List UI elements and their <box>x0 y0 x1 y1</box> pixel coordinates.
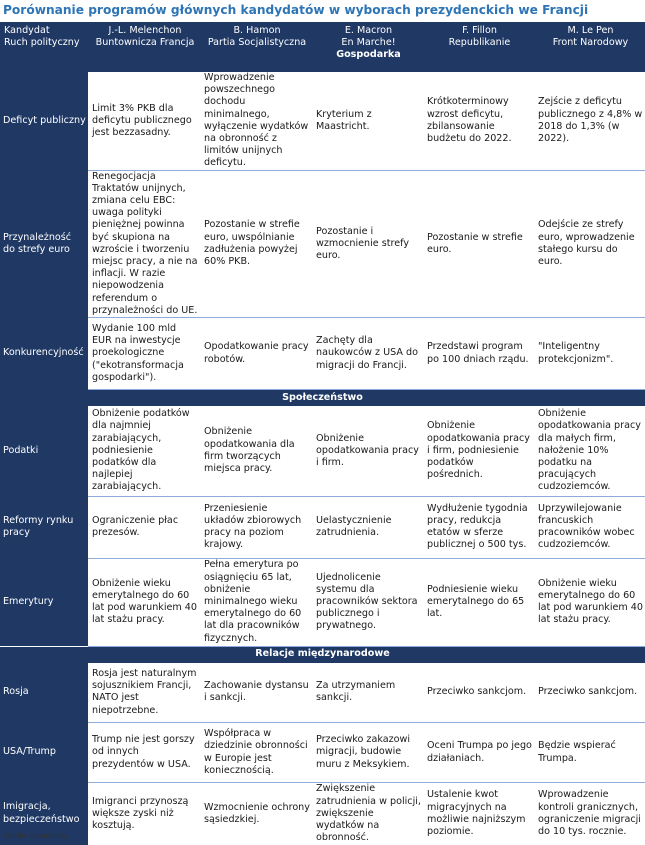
header-candidate-macron <box>312 22 423 72</box>
candidate-party: Buntownicza Francja <box>95 37 195 49</box>
section-header-international <box>0 646 645 663</box>
table-cell: Zachowanie dystansu i sankcji. <box>200 663 312 723</box>
table-cell: Zejście z deficytu publicznego z 4,8% w 2018 do 1,3% (w 2022). <box>534 72 645 170</box>
row-label-pensions: Emerytury <box>0 558 88 646</box>
candidate-name: F. Fillon <box>462 25 497 36</box>
table-cell: Pozostanie w strefie euro. <box>423 170 534 317</box>
table-header <box>0 22 645 72</box>
table-cell: Obniżenie opodatkowania pracy i firm. <box>312 406 423 496</box>
table-cell: Wydłużenie tygodnia pracy, redukcja etatów w sferze publicznej o 500 tys. <box>423 496 534 558</box>
table-cell: Zachęty dla naukowców z USA do migracji do Francji. <box>312 318 423 390</box>
section-title: Społeczeństwo <box>0 390 645 407</box>
table-row <box>0 558 645 646</box>
table-cell: Będzie wspierać Trumpa. <box>534 723 645 783</box>
row-label-immigration: Imigracja, bezpieczeństwo <box>0 783 88 845</box>
table-row <box>0 723 645 783</box>
table-cell: Obniżenie opodatkowania pracy dla małych firm, nałożenie 10% podatku na pracujących cudzoziemców. <box>534 406 645 496</box>
table-cell: Przeniesienie układów zbiorowych pracy na poziom krajowy. <box>200 496 312 558</box>
table-cell: Opodatkowanie pracy robotów. <box>200 318 312 390</box>
row-label-russia: Rosja <box>0 663 88 723</box>
table-cell: Ujednolicenie systemu dla pracowników sektora publicznego i prywatnego. <box>312 558 423 646</box>
header-row-label <box>0 22 88 72</box>
table-cell: Zwiększenie zatrudnienia w policji, zwiększenie wydatków na obronność. <box>312 783 423 845</box>
candidate-party: Front Narodowy <box>552 37 629 49</box>
section-title: Relacje międzynarodowe <box>0 646 645 663</box>
table-cell: Wydanie 100 mld EUR na inwestycje proekologiczne ("ekotransformacja gospodarki"). <box>88 318 200 390</box>
row-label-competitiveness: Konkurencyjność <box>0 318 88 390</box>
page-title: Porównanie programów głównych kandydatów w wyborach prezydenckich we Francji <box>3 3 589 17</box>
table-row <box>0 406 645 496</box>
table-cell: Przeciwko zakazowi migracji, budowie muru z Meksykiem. <box>312 723 423 783</box>
table-cell: Obniżenie podatków dla najmniej zarabiających, podniesienie podatków dla najlepiej zarabiających. <box>88 406 200 496</box>
header-candidate-hamon <box>200 22 312 72</box>
header-label-candidate: Kandydat <box>4 25 50 36</box>
table-cell: Ograniczenie płac prezesów. <box>88 496 200 558</box>
table-row <box>0 170 645 317</box>
row-label-labour-reforms: Reformy rynku pracy <box>0 496 88 558</box>
header-label-movement: Ruch polityczny <box>4 37 80 49</box>
header-candidate-le-pen <box>534 22 645 72</box>
table-cell: Wprowadzenie powszechnego dochodu minimalnego, wyłączenie wydatków na obronność z limitów unijnych deficytu. <box>200 72 312 170</box>
table-cell: Za utrzymaniem sankcji. <box>312 663 423 723</box>
table-cell: Uprzywilejowanie francuskich pracowników wobec cudzoziemców. <box>534 496 645 558</box>
table-cell: Współpraca w dziedzinie obronności w Europie jest koniecznością. <box>200 723 312 783</box>
table-cell: Uelastycznienie zatrudnienia. <box>312 496 423 558</box>
table-cell: "Inteligentny protekcjonizm". <box>534 318 645 390</box>
header-candidate-fillon <box>423 22 534 72</box>
table-row <box>0 72 645 170</box>
table-cell: Przeciwko sankcjom. <box>423 663 534 723</box>
header-candidate-melenchon <box>88 22 200 72</box>
row-label-usa-trump: USA/Trump <box>0 723 88 783</box>
table-cell: Obniżenie wieku emerytalnego do 60 lat pod warunkiem 40 lat stażu pracy. <box>534 558 645 646</box>
comparison-table <box>0 22 645 845</box>
table-cell: Obniżenie opodatkowania pracy i firm, podniesienie podatków pośrednich. <box>423 406 534 496</box>
table-row <box>0 783 645 845</box>
table-cell: Limit 3% PKB dla deficytu publicznego jest bezzasadny. <box>88 72 200 170</box>
table-cell: Krótkoterminowy wzrost deficytu, zbilansowanie budżetu do 2022. <box>423 72 534 170</box>
table-cell: Pozostanie i wzmocnienie strefy euro. <box>312 170 423 317</box>
table-cell: Renegocjacja Traktatów unijnych, zmiana celu EBC: uwaga polityki pieniężnej powinna być skupiona na wzroście i tworzeniu miejsc pracy, a nie na inflacji. W razie niepowodzenia referendum o przynależności do UE. <box>88 170 200 317</box>
table-cell: Ustalenie kwot migracyjnych na możliwie najniższym poziomie. <box>423 783 534 845</box>
row-label-taxes: Podatki <box>0 406 88 496</box>
candidate-party: Republikanie <box>448 37 511 49</box>
table-cell: Wzmocnienie ochrony sąsiedzkiej. <box>200 783 312 845</box>
table-cell: Imigranci przynoszą większe zyski niż kosztują. <box>88 783 200 845</box>
table-cell: Podniesienie wieku emerytalnego do 65 lat. <box>423 558 534 646</box>
table-cell: Przeciwko sankcjom. <box>534 663 645 723</box>
table-cell: Rosja jest naturalnym sojusznikiem Francji, NATO jest niepotrzebne. <box>88 663 200 723</box>
table-cell: Obniżenie opodatkowania dla firm tworzących miejsca pracy. <box>200 406 312 496</box>
table-cell: Kryterium z Maastricht. <box>312 72 423 170</box>
table-cell: Przedstawi program po 100 dniach rządu. <box>423 318 534 390</box>
table-body <box>0 72 645 845</box>
candidate-name: J.-L. Melenchon <box>108 25 182 36</box>
candidate-name: M. Le Pen <box>567 25 614 36</box>
table-cell: Wprowadzenie kontroli granicznych, ograniczenie migracji do 10 tys. rocznie. <box>534 783 645 845</box>
row-label-deficit: Deficyt publiczny <box>0 72 88 170</box>
candidate-name: E. Macron <box>344 25 393 36</box>
table-cell: Pełna emerytura po osiągnięciu 65 lat, obniżenie minimalnego wieku emerytalnego do 60 lat dla pracowników fizycznych. <box>200 558 312 646</box>
candidate-party: Partia Socjalistyczna <box>207 37 307 49</box>
candidate-name: B. Hamon <box>233 25 281 36</box>
table-row <box>0 496 645 558</box>
section-title-economy: Gospodarka <box>336 49 401 61</box>
table-cell: Obniżenie wieku emerytalnego do 60 lat pod warunkiem 40 lat stażu pracy. <box>88 558 200 646</box>
table-row <box>0 663 645 723</box>
source-note: Źródło: Bloomberg. <box>3 832 71 840</box>
table-cell: Odejście ze strefy euro, wprowadzenie stałego kursu do euro. <box>534 170 645 317</box>
row-label-eurozone: Przynależność do strefy euro <box>0 170 88 317</box>
table-cell: Trump nie jest gorszy od innych prezydentów w USA. <box>88 723 200 783</box>
table-cell: Pozostanie w strefie euro, uwspólnianie zadłużenia powyżej 60% PKB. <box>200 170 312 317</box>
header-row <box>0 22 645 72</box>
table-cell: Oceni Trumpa po jego działaniach. <box>423 723 534 783</box>
table-row <box>0 318 645 390</box>
candidate-party: En Marche! <box>341 37 396 49</box>
section-header-society <box>0 390 645 407</box>
